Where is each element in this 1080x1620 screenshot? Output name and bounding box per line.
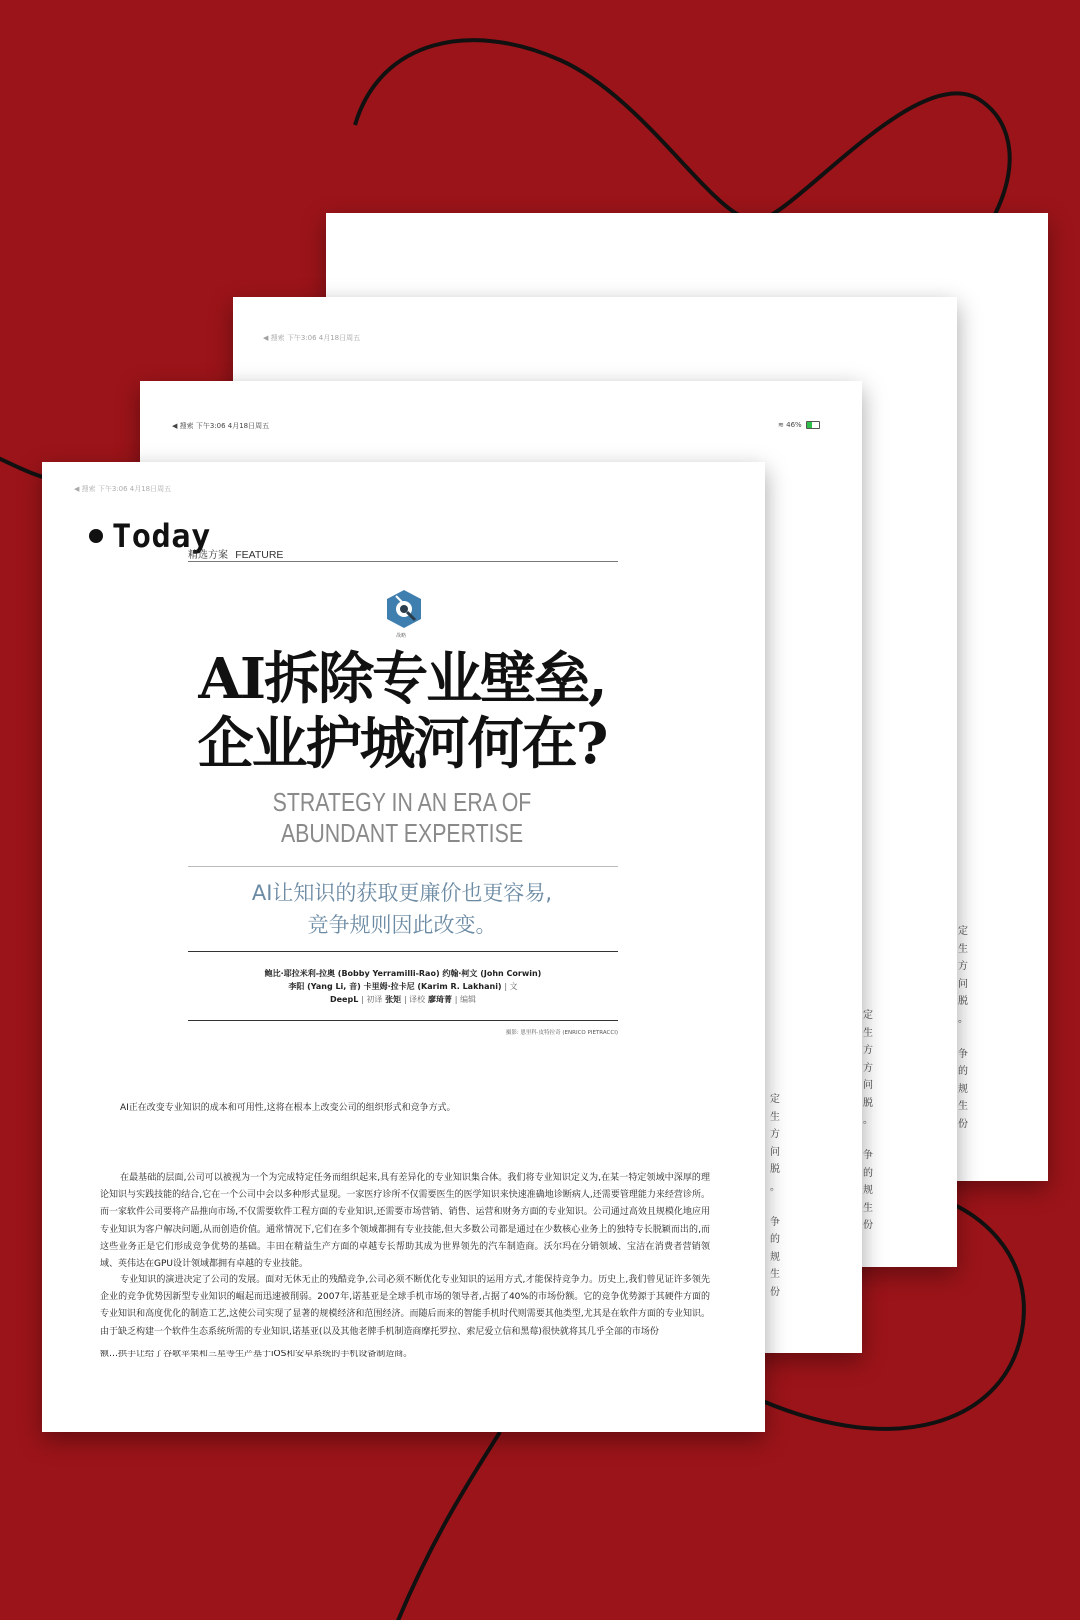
status-bar-right [778,421,820,429]
section-label [188,546,283,561]
page-edge-text: 定 生 方 方 问 脱 。 争 的 规 生 份 [863,1010,873,1231]
photo-credit: 摄影: 恩里科·皮特拉奇 (ENRICO PIETRACCI) [505,1030,618,1036]
section-label-cn: 精选方案 [188,550,228,561]
front-page [42,462,765,1432]
byline-line-1: 鲍比·耶拉米利-拉奥 (Bobby Yerramilli-Rao) 约翰·柯文 (John Corwin) [264,969,542,978]
status-bar-left: ◀ 搜索 下午3:06 4月18日周五 [263,334,361,342]
editor-name: 廖琦菁 [427,995,452,1004]
byline-line-2 [188,980,618,993]
headline-line-2: 企业护城河何在? [197,711,607,777]
translator-role: | 初译 [361,995,383,1004]
subhead-bottom-divider [188,951,618,952]
battery-percent: 46% [786,421,802,429]
bullet-dot-icon [89,529,103,543]
wifi-icon: ≋ [778,421,784,429]
english-title-line-2: ABUNDANT EXPERTISE [280,818,524,848]
subhead-line-2: 竞争规则因此改变。 [307,913,497,937]
byline-role: | 文 [504,982,518,991]
page-edge-text: 定 生 方 问 脱 。 争 的 规 生 份 [958,926,968,1130]
headline-line-1: AI拆除专业壁垒, [198,646,606,712]
byline-bottom-divider [188,1020,618,1021]
editor-role: | 编辑 [454,995,477,1004]
page-edge-text: 定 生 方 问 脱 。 争 的 规 生 份 [770,1094,780,1298]
subhead-top-divider [188,866,618,867]
english-title-line-1: STRATEGY IN AN ERA OF [272,787,532,817]
body-cut-off-line: 额…拱手让给了谷歌苹果和三星等生产基于iOS和安卓系统的手机设备制造商。 [100,1350,413,1359]
battery-icon [806,421,820,429]
icon-caption: 战略 [396,633,407,639]
strategy-hexagon-icon [382,584,426,636]
byline-authors: 李阳 (Yang Li, 音) 卡里姆·拉卡尼 (Karim R. Lakhani) [288,982,502,991]
body-paragraph-1: 在最基础的层面,公司可以被视为一个为完成特定任务而组织起来,具有差异化的专业知识集合体。我们将专业知识定义为,在某一特定领域中深厚的理论知识与实践技能的结合,它在一个公司中会以多种形式显现。一家医疗诊所不仅需要医生的医学知识来快速准确地诊断病人,还需要管理能力来经营诊所。而一家软件公司要将产品推向市场,不仅需要软件工程方面的专业知识,还需要市场营销、销售、运营和财务方面的专业知识。公司通过高效且规模化地应用专业知识为客户解决问题,从而创造价值。通常情况下,它们在多个领域都拥有专业技能,但大多数公司都是通过在少数核心业务上的独特专长脱颖而出的,而这些业务正是它们形成竞争优势的基础。丰田在精益生产方面的卓越专长帮助其成为世界领先的汽车制造商。沃尔玛在分销领域、宝洁在消费者营销领域、英伟达在GPU设计领域都拥有卓越的专业技能。 [100,1173,710,1270]
translator-name: DeepL [329,995,359,1004]
reviewer-name: 张矩 [385,995,402,1004]
body-paragraph-2: 专业知识的演进决定了公司的发展。面对无休无止的残酷竞争,公司必须不断优化专业知识的运用方式,才能保持竞争力。历史上,我们曾见证许多领先企业的竞争优势因新型专业知识的崛起而迅速被削弱。2007年,诺基亚是全球手机市场的领导者,占据了40%的市场份额。它的竞争优势源于其硬件方面的专业知识和高度优化的制造工艺,这使公司实现了显著的规模经济和范围经济。而随后而来的智能手机时代则需要其他类型,尤其是在软件方面的专业知识。由于缺乏构建一个软件生态系统所需的专业知识,诺基亚(以及其他老牌手机制造商摩托罗拉、索尼爱立信和黑莓)很快就将其几乎全部的市场份 [100,1275,710,1337]
section-label-en: FEATURE [235,549,284,561]
lede-paragraph: AI正在改变专业知识的成本和可用性,这将在根本上改变公司的组织形式和竞争方式。 [120,1103,456,1113]
status-bar-left: ◀ 搜索 下午3:06 4月18日周五 [74,485,172,493]
byline-line-3 [188,993,618,1006]
reviewer-role: | 译校 [403,995,426,1004]
today-label: Today [112,517,211,555]
status-bar-left: ◀ 搜索 下午3:06 4月18日周五 [172,422,270,430]
top-divider [188,561,618,562]
subhead-line-1: AI让知识的获取更廉价也更容易, [251,881,553,905]
